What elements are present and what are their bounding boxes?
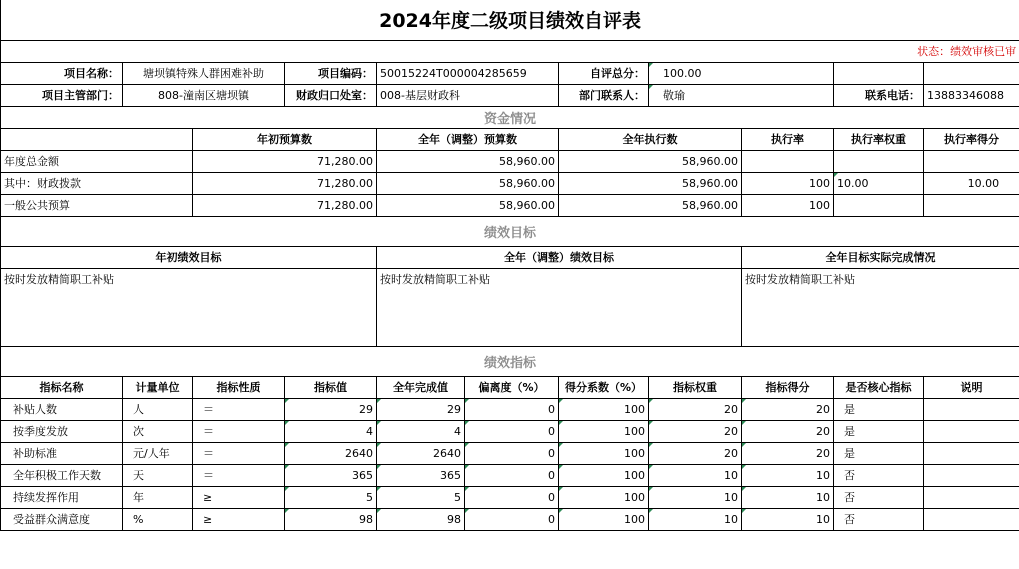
ind-score: 10: [742, 464, 834, 486]
funds-row-score: 10.00: [924, 172, 1019, 194]
ind-deviation: 0: [465, 420, 559, 442]
ind-score: 20: [742, 442, 834, 464]
ind-note: [924, 486, 1019, 508]
ind-weight: 10: [649, 486, 742, 508]
goal-actual: 按时发放精简职工补贴: [742, 268, 1019, 346]
ind-unit: 次: [123, 420, 193, 442]
ind-name: 持续发挥作用: [1, 486, 123, 508]
ind-unit: 天: [123, 464, 193, 486]
ind-name: 补助标准: [1, 442, 123, 464]
ind-coefficient: 100: [559, 398, 649, 420]
funds-section-row: [1, 106, 1019, 128]
funds-row-score: [924, 194, 1019, 216]
ind-header-core: 是否核心指标: [834, 376, 924, 398]
project-name-label: 项目名称：: [1, 62, 123, 84]
indicators-section-row: [1, 346, 1019, 376]
status-badge: 状态：绩效审核已审: [1, 40, 1019, 62]
indicator-row: [1, 398, 1019, 420]
funds-row-name: 其中：财政拨款: [1, 172, 193, 194]
funds-header-row: [1, 128, 1019, 150]
goals-header-row: [1, 246, 1019, 268]
ind-actual: 5: [377, 486, 465, 508]
contact-label: 部门联系人：: [559, 84, 649, 106]
self-score: 100.00: [649, 62, 834, 84]
ind-note: [924, 464, 1019, 486]
funds-section-title: 资金情况: [1, 106, 1019, 128]
info-row-2: [1, 84, 1019, 106]
ind-note: [924, 398, 1019, 420]
ind-actual: 365: [377, 464, 465, 486]
ind-deviation: 0: [465, 442, 559, 464]
funds-header-executed: 全年执行数: [559, 128, 742, 150]
finance: 008-基层财政科: [377, 84, 559, 106]
ind-core: 否: [834, 464, 924, 486]
ind-name: 全年积极工作天数: [1, 464, 123, 486]
page-title: 2024年度二级项目绩效自评表: [1, 0, 1019, 40]
ind-name: 受益群众满意度: [1, 508, 123, 530]
project-code: 50015224T000004285659: [377, 62, 559, 84]
info-row-1: [1, 62, 1019, 84]
self-score-label: 自评总分：: [559, 62, 649, 84]
phone: 13883346088: [924, 84, 1019, 106]
ind-nature: ＝: [193, 398, 285, 420]
ind-unit: 人: [123, 398, 193, 420]
ind-header-coefficient: 得分系数（%）: [559, 376, 649, 398]
goal-initial: 按时发放精简职工补贴: [1, 268, 377, 346]
ind-nature: ＝: [193, 464, 285, 486]
ind-coefficient: 100: [559, 486, 649, 508]
funds-header-adjusted: 全年（调整）预算数: [377, 128, 559, 150]
ind-target: 29: [285, 398, 377, 420]
ind-weight: 20: [649, 442, 742, 464]
funds-row-score: [924, 150, 1019, 172]
ind-core: 是: [834, 442, 924, 464]
funds-row-initial: 71,280.00: [193, 172, 377, 194]
ind-weight: 20: [649, 398, 742, 420]
ind-coefficient: 100: [559, 464, 649, 486]
ind-deviation: 0: [465, 398, 559, 420]
funds-row: [1, 194, 1019, 216]
ind-target: 5: [285, 486, 377, 508]
title-row: [1, 0, 1019, 40]
dept-label: 项目主管部门：: [1, 84, 123, 106]
ind-header-nature: 指标性质: [193, 376, 285, 398]
ind-actual: 4: [377, 420, 465, 442]
ind-actual: 2640: [377, 442, 465, 464]
ind-unit: 年: [123, 486, 193, 508]
ind-header-name: 指标名称: [1, 376, 123, 398]
ind-score: 20: [742, 398, 834, 420]
ind-note: [924, 442, 1019, 464]
funds-row: [1, 150, 1019, 172]
ind-weight: 10: [649, 464, 742, 486]
indicators-header-row: [1, 376, 1019, 398]
ind-target: 2640: [285, 442, 377, 464]
ind-name: 按季度发放: [1, 420, 123, 442]
ind-core: 是: [834, 398, 924, 420]
ind-nature: ＝: [193, 420, 285, 442]
ind-actual: 98: [377, 508, 465, 530]
ind-header-target: 指标值: [285, 376, 377, 398]
ind-weight: 10: [649, 508, 742, 530]
funds-header-rate: 执行率: [742, 128, 834, 150]
goals-value-row: [1, 268, 1019, 346]
funds-header-initial: 年初预算数: [193, 128, 377, 150]
funds-row-executed: 58,960.00: [559, 194, 742, 216]
ind-weight: 20: [649, 420, 742, 442]
ind-nature: ≥: [193, 508, 285, 530]
contact: 敬瑜: [649, 84, 834, 106]
goals-header-actual: 全年目标实际完成情况: [742, 246, 1019, 268]
ind-coefficient: 100: [559, 508, 649, 530]
indicator-row: [1, 442, 1019, 464]
info-empty-2: [924, 62, 1019, 84]
ind-name: 补贴人数: [1, 398, 123, 420]
ind-target: 98: [285, 508, 377, 530]
funds-row-adjusted: 58,960.00: [377, 150, 559, 172]
ind-target: 365: [285, 464, 377, 486]
goals-section-row: [1, 216, 1019, 246]
ind-header-weight: 指标权重: [649, 376, 742, 398]
ind-header-deviation: 偏离度（%）: [465, 376, 559, 398]
goals-header-initial: 年初绩效目标: [1, 246, 377, 268]
ind-score: 10: [742, 486, 834, 508]
indicator-row: [1, 508, 1019, 530]
ind-unit: %: [123, 508, 193, 530]
indicator-row: [1, 420, 1019, 442]
funds-row-adjusted: 58,960.00: [377, 194, 559, 216]
ind-deviation: 0: [465, 508, 559, 530]
ind-actual: 29: [377, 398, 465, 420]
status-row: [1, 40, 1019, 62]
funds-row-executed: 58,960.00: [559, 172, 742, 194]
project-code-label: 项目编码：: [285, 62, 377, 84]
funds-row: [1, 172, 1019, 194]
funds-row-rate: 100: [742, 172, 834, 194]
ind-header-unit: 计量单位: [123, 376, 193, 398]
funds-row-weight: 10.00: [834, 172, 924, 194]
indicator-row: [1, 486, 1019, 508]
ind-core: 否: [834, 508, 924, 530]
ind-header-actual: 全年完成值: [377, 376, 465, 398]
funds-header-score: 执行率得分: [924, 128, 1019, 150]
ind-target: 4: [285, 420, 377, 442]
goal-adjusted: 按时发放精简职工补贴: [377, 268, 742, 346]
funds-header-weight: 执行率权重: [834, 128, 924, 150]
ind-deviation: 0: [465, 464, 559, 486]
ind-unit: 元/人年: [123, 442, 193, 464]
ind-nature: ＝: [193, 442, 285, 464]
indicators-body: [1, 398, 1019, 530]
ind-header-note: 说明: [924, 376, 1019, 398]
funds-row-rate: 100: [742, 194, 834, 216]
goals-header-adjusted: 全年（调整）绩效目标: [377, 246, 742, 268]
ind-score: 20: [742, 420, 834, 442]
funds-row-name: 年度总金额: [1, 150, 193, 172]
ind-core: 是: [834, 420, 924, 442]
ind-deviation: 0: [465, 486, 559, 508]
funds-row-weight: [834, 150, 924, 172]
ind-header-score: 指标得分: [742, 376, 834, 398]
dept: 808-潼南区塘坝镇: [123, 84, 285, 106]
ind-score: 10: [742, 508, 834, 530]
finance-label: 财政归口处室：: [285, 84, 377, 106]
info-empty-1: [834, 62, 924, 84]
project-name: 塘坝镇特殊人群困难补助: [123, 62, 285, 84]
ind-coefficient: 100: [559, 420, 649, 442]
ind-note: [924, 420, 1019, 442]
funds-header-blank: [1, 128, 193, 150]
funds-row-executed: 58,960.00: [559, 150, 742, 172]
funds-row-adjusted: 58,960.00: [377, 172, 559, 194]
ind-note: [924, 508, 1019, 530]
funds-row-weight: [834, 194, 924, 216]
indicators-section-title: 绩效指标: [1, 346, 1019, 376]
indicator-row: [1, 464, 1019, 486]
funds-row-initial: 71,280.00: [193, 150, 377, 172]
funds-row-name: 一般公共预算: [1, 194, 193, 216]
ind-nature: ≥: [193, 486, 285, 508]
funds-row-initial: 71,280.00: [193, 194, 377, 216]
goals-section-title: 绩效目标: [1, 216, 1019, 246]
ind-coefficient: 100: [559, 442, 649, 464]
funds-row-rate: [742, 150, 834, 172]
ind-core: 否: [834, 486, 924, 508]
phone-label: 联系电话：: [834, 84, 924, 106]
